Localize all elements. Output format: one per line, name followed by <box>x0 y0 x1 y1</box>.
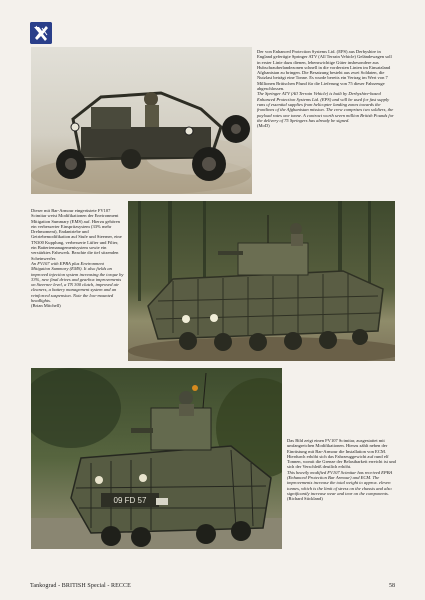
photo-springer-atv <box>31 47 252 194</box>
caption-scimitar-ems-de: Dieser mit Bar-Armour eingerüstete FV107 Scimitar weist Modifikationen der Environment Mitigation Summary (EMS) auf. Hierzu gehören ein verbesserter Einspritzsystem (33% mehr Drehmoment), Endantriebe und Getriebemodifikation auf Stufe und Steerner, eine TN300 Kupplung, verbesserte Lüfter und Filter, ein Batteriemanagementsystem sowie ein verstärktes Fahrwerk. Beachte die tief sitzenden Scheinwerfer. <box>31 208 122 261</box>
publisher-logo-icon <box>30 22 52 44</box>
page-number: 58 <box>389 583 395 589</box>
registration-plate: 09 FD 57 <box>113 496 147 505</box>
footer-publication-title: Tankograd - BRITISH Special - RECCE <box>30 583 131 589</box>
caption-scimitar-ems <box>31 208 124 309</box>
caption-springer-atv <box>257 49 396 128</box>
caption-scimitar-ems-en: An FV107 with EPBA plus Environment Mitigation Summary (EMS). It also fields an improved injection system increasing the torque by 33%, new final drives and gearbox improvements on Steerner level, a TN 300 clutch, improved air cleaners, a battery management system and an reinforced suspension. Note the low-mounted headlights. <box>31 260 124 304</box>
caption-scimitar-modified-en: This heavily modified FV107 Scimitar has received EPBA (Enhanced Protection Bar Armour) and ECM. The improvements increase the total weight to approx. eleven tonnes, which is the limit of stress on the chassis and also significantly increase wear and tear on the components. <box>287 469 393 496</box>
caption-scimitar-modified <box>287 438 397 502</box>
caption-scimitar-ems-credit: (Brian Mitchell) <box>31 303 61 309</box>
caption-scimitar-modified-de: Das Bild zeigt einen FV107 Scimitar, ausgestattet mit umfangreichen Modifikationen. Hierzu zählt neben der Einrüstung mit Bar-Armour die Installation von ECM. Hierdurch erhöht sich das Fahrzeuggewicht auf rund elf Tonnen, womit die Grenze der Belastbarkeit erreicht ist und sich der Verschleiß deutlich erhöht. <box>287 438 396 470</box>
caption-scimitar-modified-credit: (Richard Stickland) <box>287 496 323 502</box>
caption-springer-atv-credit: (MoD) <box>257 123 270 129</box>
caption-springer-atv-en: The Springer ATV (All Terrain Vehicle) is built by Derbyshire-based Enhanced Protection Systems Ltd. (EPS) and will be used for fast supply runs of essential supplies from helicopter landing zones towards the frontlines of the Afghanistan mission. The crew comprises two soldiers, the payload rates one tonne. A contract worth seven million British Pounds for the delivery of 75 Springers has already be signed. <box>257 91 394 123</box>
photo-scimitar-forest <box>128 201 395 361</box>
photo-scimitar-front <box>31 368 282 549</box>
caption-springer-atv-de: Der von Enhanced Protection Systems Ltd. (EPS) aus Derbyshire in England gefertigte Springer ATV (All Terrain Vehicle) Geländewagen soll in erster Linie dazu dienen, lebenswichtige Güter insbesondere aus Hubschrauberlandezonen schnell in die vordersten Linien im Einsatzland Afghanistan zu bringen. Die Besatzung besteht aus zwei Soldaten, die Nutzlast beträgt eine Tonne. Es wurde bereits ein Vertrag im Wert von 7 Millionen Britischen Pfund für die Lieferung von 75 dieser Fahrzeuge abgeschlossen. <box>257 49 392 92</box>
